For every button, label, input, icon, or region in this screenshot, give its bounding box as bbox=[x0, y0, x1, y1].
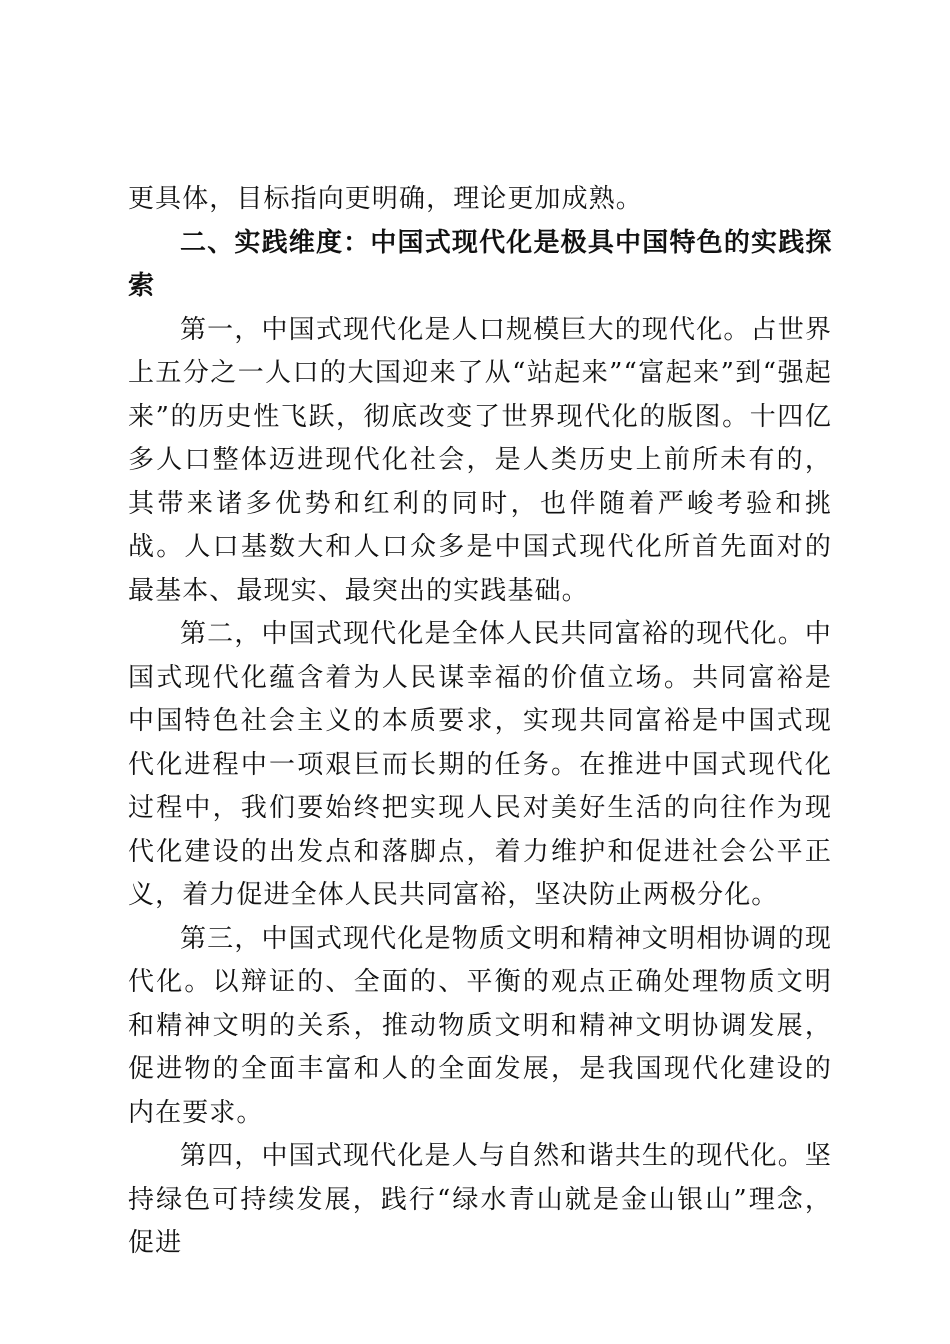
paragraph-harmony-nature: 第四，中国式现代化是人与自然和谐共生的现代化。坚持绿色可持续发展，践行“绿水青山就是金山银山”理念，促进 bbox=[128, 1141, 832, 1258]
paragraph-common-prosperity: 第二，中国式现代化是全体人民共同富裕的现代化。中国式现代化蕴含着为人民谋幸福的价值立场。共同富裕是中国特色社会主义的本质要求，实现共同富裕是中国式现代化进程中一项艰巨而长期的任务。在推进中国式现代化过程中，我们要始终把实现人民对美好生活的向往作为现代化建设的出发点和落脚点，着力维护和促进社会公平正义，着力促进全体人民共同富裕，坚决防止两极分化。 bbox=[128, 619, 832, 910]
paragraph-material-spiritual: 第三，中国式现代化是物质文明和精神文明相协调的现代化。以辩证的、全面的、平衡的观点正确处理物质文明和精神文明的关系，推动物质文明和精神文明协调发展，促进物的全面丰富和人的全面发展，是我国现代化建设的内在要求。 bbox=[128, 923, 832, 1128]
document-body bbox=[128, 178, 832, 1266]
continuation-paragraph: 更具体，目标指向更明确，理论更加成熟。 bbox=[128, 184, 643, 214]
section-heading: 二、实践维度：中国式现代化是极具中国特色的实践探索 bbox=[128, 227, 832, 301]
paragraph-population: 第一，中国式现代化是人口规模巨大的现代化。占世界上五分之一人口的大国迎来了从“站起来”“富起来”到“强起来”的历史性飞跃，彻底改变了世界现代化的版图。十四亿多人口整体迈进现代化社会，是人类历史上前所未有的，其带来诸多优势和红利的同时，也伴随着严峻考验和挑战。人口基数大和人口众多是中国式现代化所首先面对的最基本、最现实、最突出的实践基础。 bbox=[128, 314, 832, 606]
